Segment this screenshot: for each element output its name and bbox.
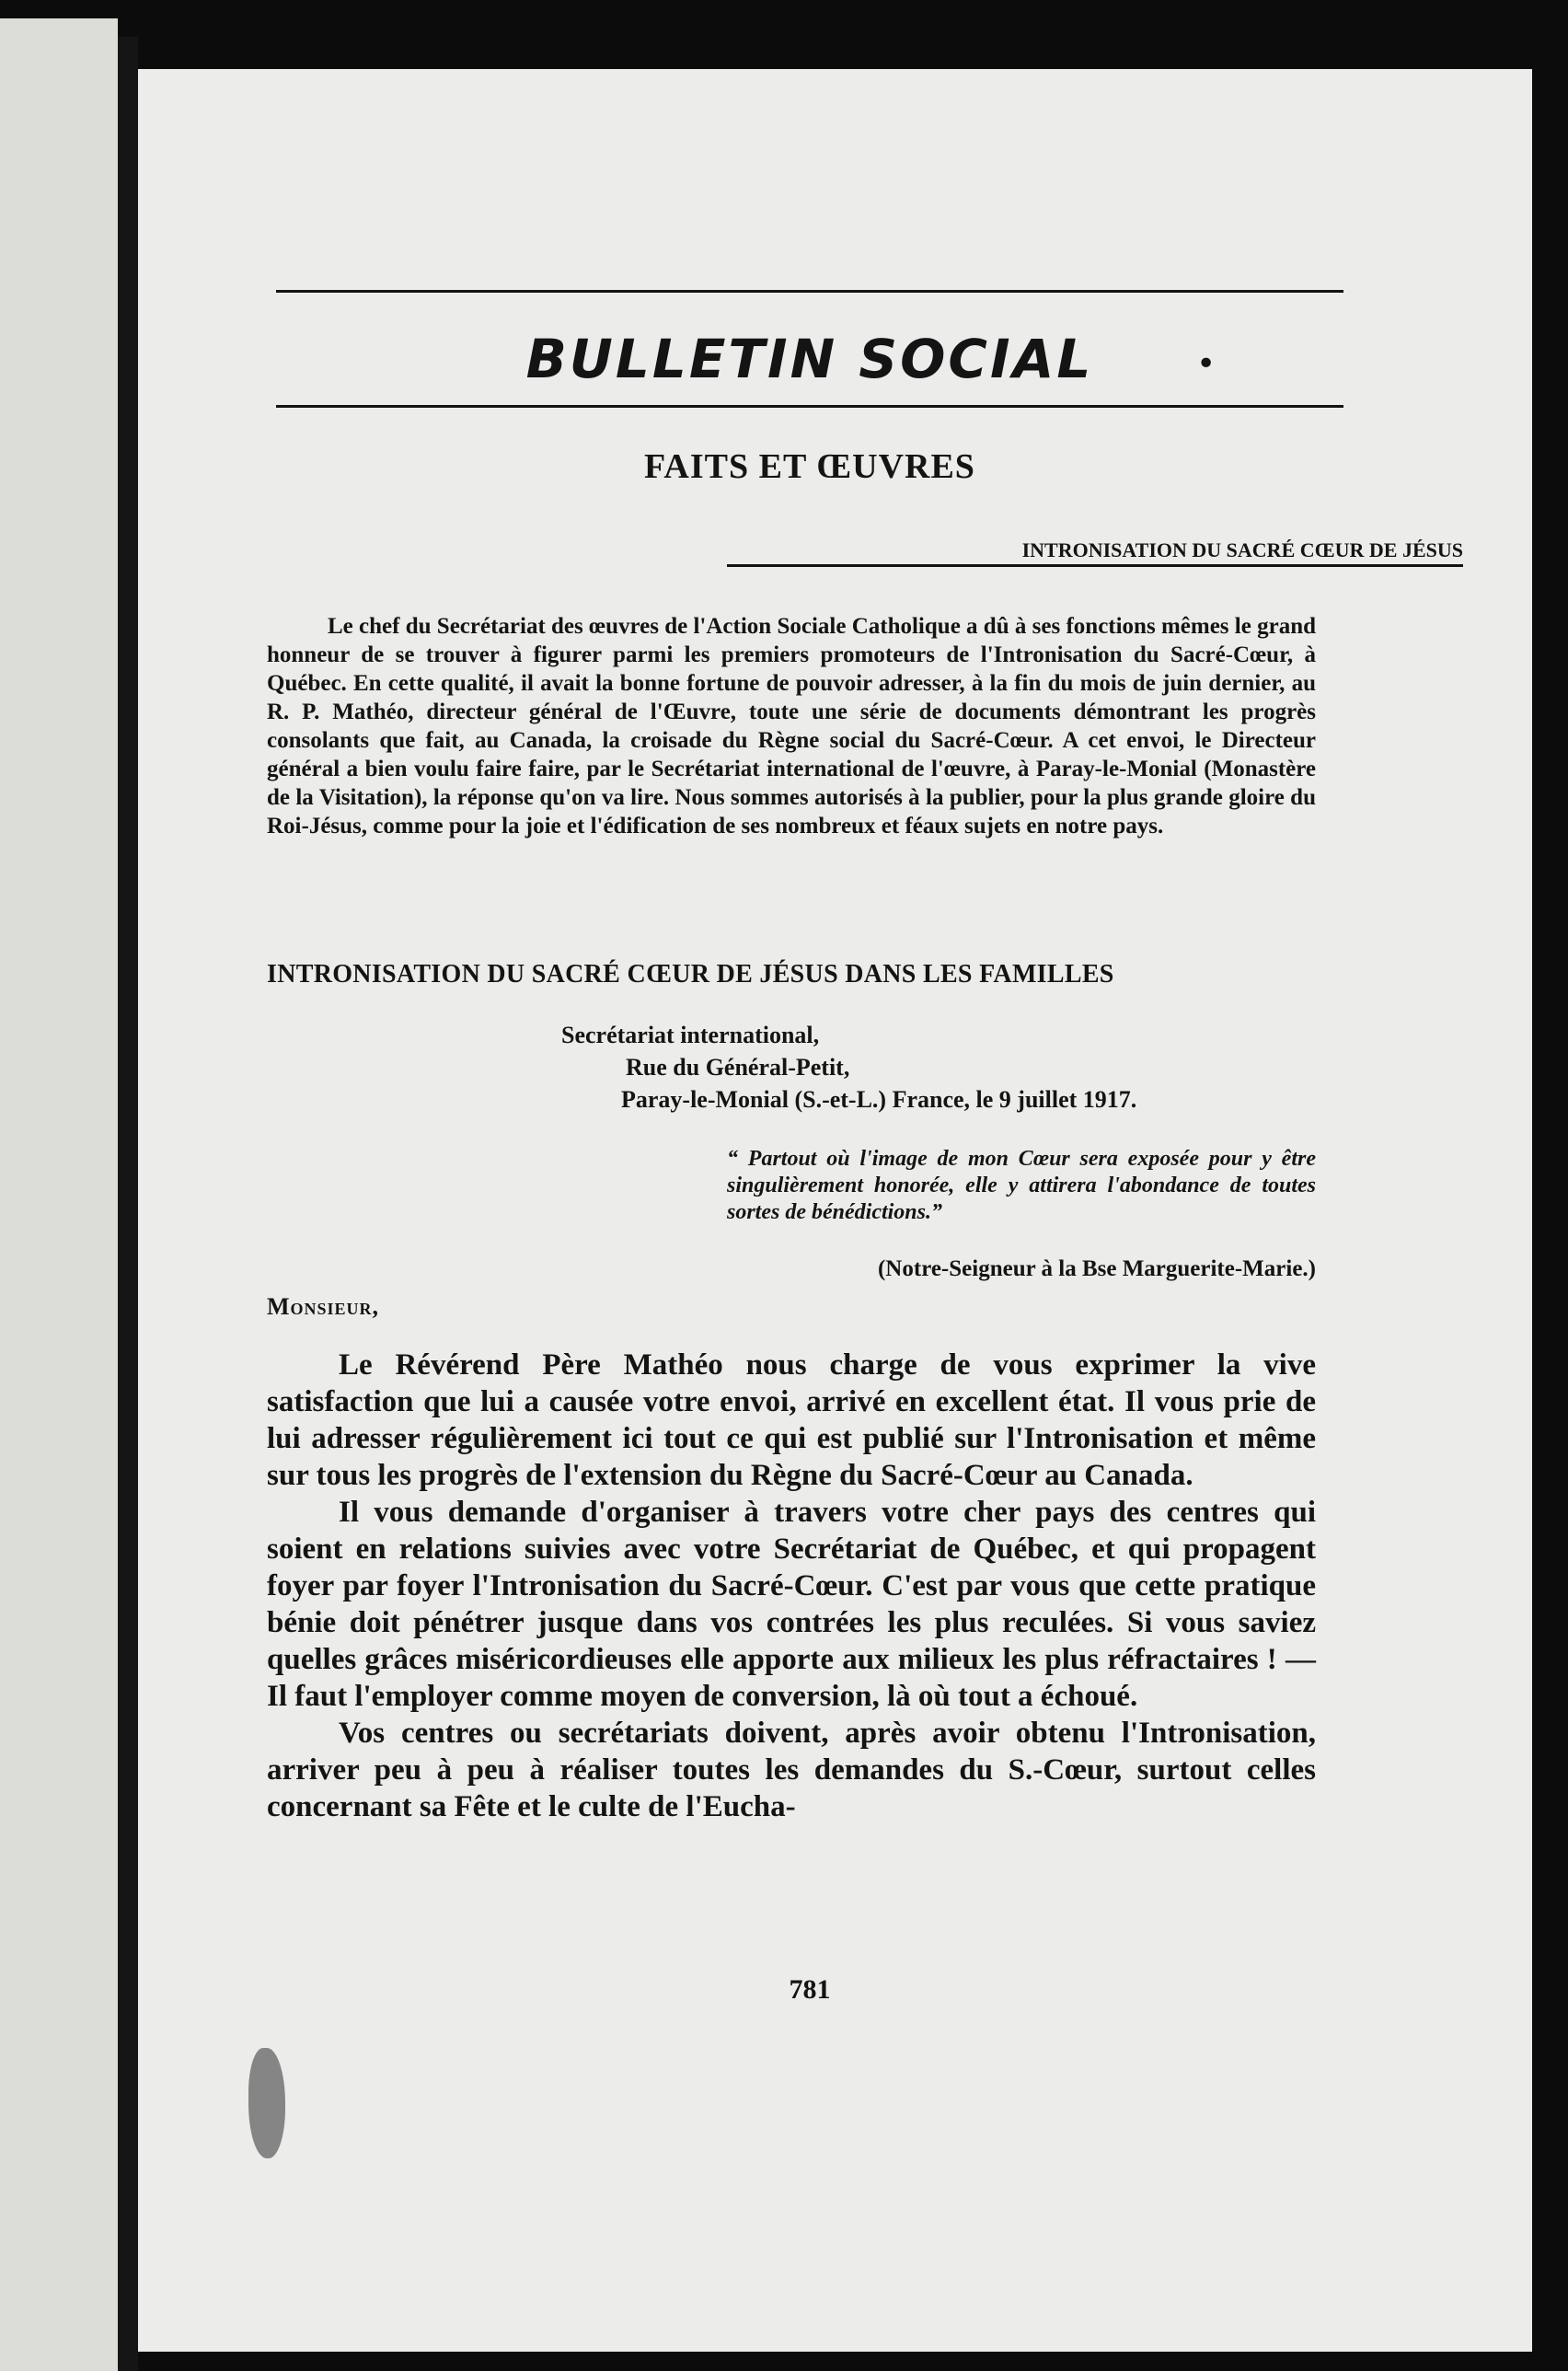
intro-paragraph: Le chef du Secrétariat des œuvres de l'Action Sociale Catholique a dû à ses fonctions mêmes le grand honneur de se trouver à figurer parmi les premiers promoteurs de l'Intronisation du Sacré-Cœur, à Québec. En cette qualité, il avait la bonne fortune de pouvoir adresser, à la fin du mois de juin dernier, au R. P. Mathéo, directeur général de l'Œuvre, toute une série de documents démontrant les progrès consolants que fait, au Canada, la croisade du Règne social du Sacré-Cœur. A cet envoi, le Directeur général a bien voulu faire faire, par le Secrétariat international de l'œuvre, à Paray-le-Monial (Monastère de la Visitation), la réponse qu'on va lire. Nous sommes autorisés à la publier, pour la plus grande gloire du Roi-Jésus, comme pour la joie et l'édification de ses nombreux et féaux sujets en notre pays. [267, 614, 1316, 839]
letter-salutation: Monsieur, [267, 1293, 380, 1320]
epigraph-quote: “ Partout où l'image de mon Cœur sera exposée pour y être singulièrement honorée, elle y attirera l'abondance de toutes sortes de bénédictions.” [727, 1147, 1316, 1224]
page-number: 781 [789, 1974, 831, 2005]
bulletin-title: BULLETIN SOCIAL [525, 328, 1094, 390]
ink-smudge [248, 2048, 285, 2158]
address-line-3: Paray-le-Monial (S.-et-L.) France, le 9 juillet 1917. [621, 1086, 1137, 1113]
letter-paragraph: Il vous demande d'organiser à travers votre cher pays des centres qui soient en relations suivies avec votre Secrétariat de Québec, et qui propagent foyer par foyer l'Intronisation du Sacré-Cœur. C'est par vous que cette pratique bénie doit pénétrer jusque dans vos contrées les plus reculées. Si vous saviez quelles grâces miséricordieuses elle apporte aux milieux les plus réfractaires ! — Il faut l'employer comme moyen de conversion, là où tout a échoué. [267, 1496, 1316, 1713]
section-subtitle: INTRONISATION DU SACRÉ CŒUR DE JÉSUS [727, 538, 1463, 567]
address-line-2: Rue du Général-Petit, [626, 1054, 850, 1081]
title-mark: • [1196, 345, 1216, 383]
book-gutter [118, 37, 138, 2371]
letter-paragraph: Le Révérend Père Mathéo nous charge de vous exprimer la vive satisfaction que lui a causée votre envoi, arrivé en excellent état. Il vous prie de lui adresser régulièrement ici tout ce qui est publié sur l'Intronisation et même sur tous les progrès de l'extension du Règne du Sacré-Cœur au Canada. [267, 1348, 1316, 1492]
epigraph-attribution: (Notre-Seigneur à la Bse Marguerite-Marie.) [877, 1256, 1316, 1281]
top-rule [276, 290, 1343, 293]
title-underline-rule [276, 405, 1343, 408]
section-title: FAITS ET ŒUVRES [644, 447, 975, 486]
letter-body [267, 1347, 1316, 1825]
letter-paragraph: Vos centres ou secrétariats doivent, après avoir obtenu l'Intronisation, arriver peu à peu à réaliser toutes les demandes du S.-Cœur, surtout celles concernant sa Fête et le culte de l'Eucha- [267, 1717, 1316, 1823]
facing-page-edge [0, 18, 118, 2371]
address-line-1: Secrétariat international, [561, 1022, 820, 1048]
letter-heading: INTRONISATION DU SACRÉ CŒUR DE JÉSUS DANS LES FAMILLES [267, 960, 1114, 989]
document-page [138, 69, 1532, 2352]
